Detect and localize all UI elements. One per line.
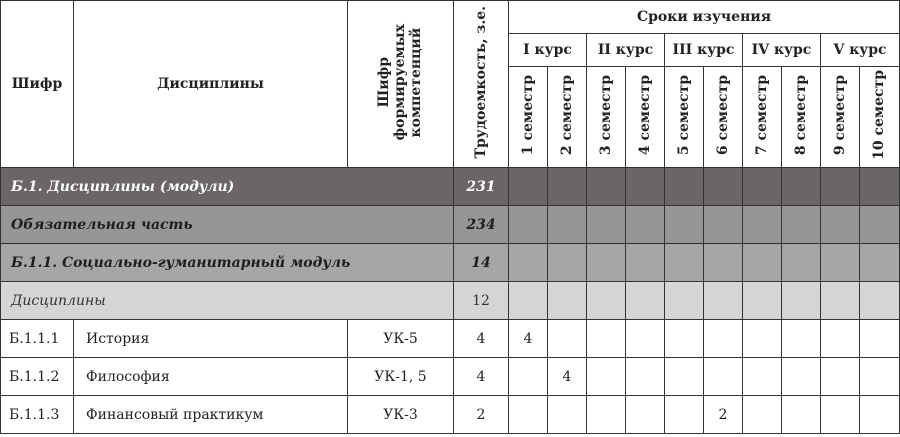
semester-cell (782, 320, 821, 358)
semester-cell (860, 282, 900, 320)
group-label: Б.1. Дисциплины (модули) (1, 168, 454, 206)
semester-label: 6 семестр (714, 74, 731, 156)
semester-cell (509, 358, 548, 396)
competence-code: УК-5 (348, 320, 454, 358)
semester-header (626, 67, 665, 168)
semester-cell (587, 396, 626, 434)
semester-cell (665, 358, 704, 396)
semester-cell (782, 396, 821, 434)
semester-cell (743, 396, 782, 434)
discipline-code: Б.1.1.1 (1, 320, 74, 358)
semester-cell (743, 320, 782, 358)
header-competence-text (376, 24, 424, 141)
semester-cell (782, 358, 821, 396)
semester-cell (665, 244, 704, 282)
table-row (1, 358, 900, 396)
labor-hours: 4 (454, 320, 509, 358)
header-labor (454, 1, 509, 168)
semester-label: 7 семестр (753, 74, 770, 156)
discipline-name: Философия (74, 358, 348, 396)
course-header: IV курс (743, 34, 821, 67)
semester-cell (860, 206, 900, 244)
semester-cell (626, 168, 665, 206)
group-hours: 14 (454, 244, 509, 282)
semester-header (548, 67, 587, 168)
semester-cell (587, 206, 626, 244)
header-labor-text: Трудоемкость, з.е. (472, 5, 489, 159)
group-hours: 231 (454, 168, 509, 206)
header-disciplines: Дисциплины (74, 1, 348, 168)
group-row (1, 206, 900, 244)
discipline-name: Финансовый практикум (74, 396, 348, 434)
table-header (1, 1, 900, 168)
semester-cell: 2 (704, 396, 743, 434)
table-row (1, 396, 900, 434)
semester-cell (743, 168, 782, 206)
semester-cell (587, 320, 626, 358)
semester-cell (665, 168, 704, 206)
course-header: III курс (665, 34, 743, 67)
group-label: Б.1.1. Социально-гуманитарный модуль (1, 244, 454, 282)
semester-cell (782, 168, 821, 206)
semester-cell (860, 320, 900, 358)
semester-cell (509, 206, 548, 244)
semester-cell (548, 282, 587, 320)
semester-label: 2 семестр (558, 74, 575, 156)
semester-cell (626, 396, 665, 434)
group-label: Дисциплины (1, 282, 454, 320)
semester-cell (665, 396, 704, 434)
header-competence (348, 1, 454, 168)
semester-cell (509, 282, 548, 320)
semester-label: 10 семестр (871, 70, 888, 160)
course-header: V курс (821, 34, 900, 67)
semester-cell (548, 396, 587, 434)
semester-cell (704, 320, 743, 358)
header-terms: Сроки изучения (509, 1, 900, 34)
semester-header (665, 67, 704, 168)
semester-cell (821, 282, 860, 320)
group-hours: 234 (454, 206, 509, 244)
semester-header (704, 67, 743, 168)
semester-cell (860, 244, 900, 282)
semester-cell (743, 244, 782, 282)
semester-cell (821, 244, 860, 282)
discipline-code: Б.1.1.3 (1, 396, 74, 434)
semester-label: 1 семестр (519, 74, 536, 156)
semester-cell (704, 282, 743, 320)
group-hours: 12 (454, 282, 509, 320)
semester-cell (821, 168, 860, 206)
semester-label: 3 семестр (597, 74, 614, 156)
group-row (1, 244, 900, 282)
course-header: II курс (587, 34, 665, 67)
semester-cell (626, 206, 665, 244)
semester-cell (587, 168, 626, 206)
semester-cell (743, 358, 782, 396)
competence-code: УК-3 (348, 396, 454, 434)
group-label: Обязательная часть (1, 206, 454, 244)
semester-cell (704, 358, 743, 396)
course-header: I курс (509, 34, 587, 67)
semester-cell (821, 358, 860, 396)
semester-cell (587, 244, 626, 282)
semester-cell (782, 244, 821, 282)
semester-cell: 4 (509, 320, 548, 358)
competence-code: УК-1, 5 (348, 358, 454, 396)
semester-header (587, 67, 626, 168)
competence-line1: Шифр (376, 56, 393, 108)
semester-cell (704, 168, 743, 206)
semester-cell (626, 320, 665, 358)
semester-cell (704, 206, 743, 244)
semester-cell (548, 320, 587, 358)
semester-cell (626, 244, 665, 282)
semester-cell (665, 320, 704, 358)
semester-cell (587, 358, 626, 396)
semester-cell (509, 396, 548, 434)
semester-cell (743, 282, 782, 320)
semester-cell (548, 168, 587, 206)
semester-cell (626, 282, 665, 320)
semester-header (782, 67, 821, 168)
semester-cell (743, 206, 782, 244)
semester-header (860, 67, 900, 168)
semester-cell (821, 320, 860, 358)
semester-label: 9 семестр (831, 74, 848, 156)
table-body (1, 168, 900, 434)
semester-cell: 4 (548, 358, 587, 396)
semester-cell (821, 396, 860, 434)
discipline-code: Б.1.1.2 (1, 358, 74, 396)
semester-header (743, 67, 782, 168)
semester-header (509, 67, 548, 168)
semester-label: 4 семестр (636, 74, 653, 156)
discipline-name: История (74, 320, 348, 358)
labor-hours: 2 (454, 396, 509, 434)
semester-label: 5 семестр (675, 74, 692, 156)
semester-cell (821, 206, 860, 244)
semester-cell (548, 206, 587, 244)
semester-cell (782, 282, 821, 320)
group-row (1, 168, 900, 206)
semester-cell (860, 396, 900, 434)
semester-cell (665, 282, 704, 320)
table-row (1, 320, 900, 358)
semester-cell (704, 244, 743, 282)
group-row (1, 282, 900, 320)
header-code: Шифр (1, 1, 74, 168)
semester-header (821, 67, 860, 168)
semester-cell (665, 206, 704, 244)
semester-cell (860, 358, 900, 396)
semester-cell (548, 244, 587, 282)
competence-line3: компетенций (408, 27, 425, 137)
semester-cell (626, 358, 665, 396)
labor-hours: 4 (454, 358, 509, 396)
semester-cell (509, 168, 548, 206)
semester-label: 8 семестр (792, 74, 809, 156)
semester-cell (860, 168, 900, 206)
semester-cell (587, 282, 626, 320)
semester-cell (782, 206, 821, 244)
competence-line2: формируемых (392, 23, 409, 141)
semester-cell (509, 244, 548, 282)
